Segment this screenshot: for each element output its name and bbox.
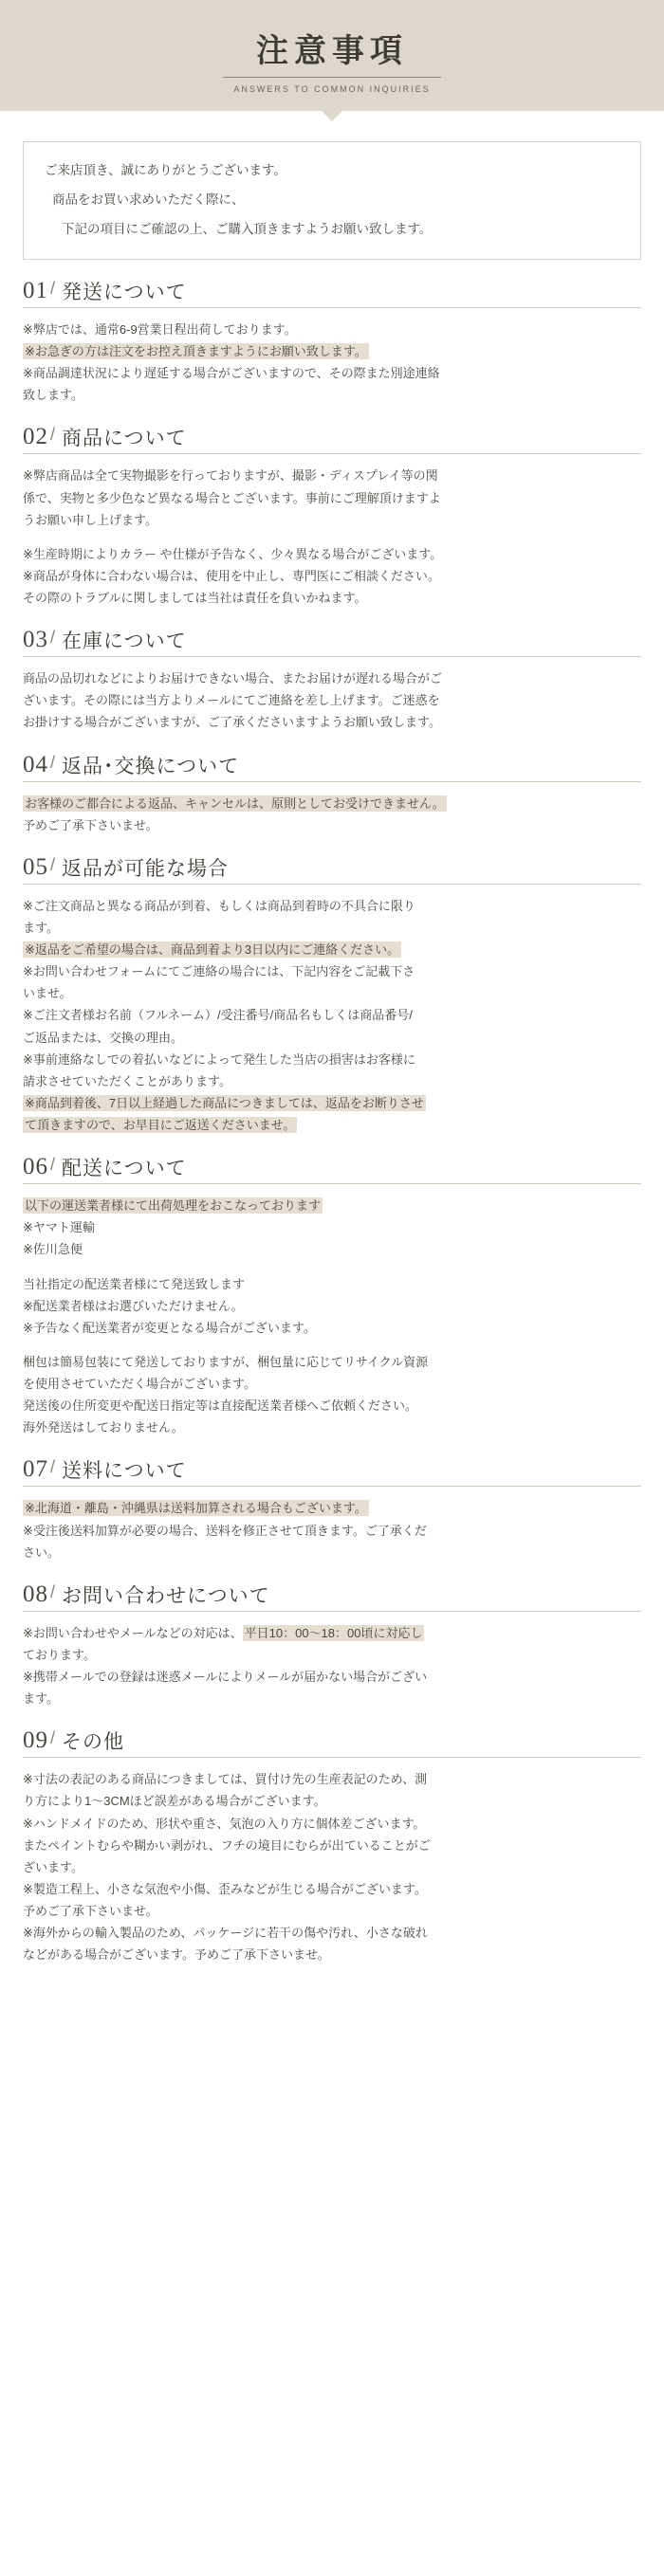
section-header	[23, 753, 641, 782]
section-line: ※佐川急便	[23, 1242, 83, 1257]
header-divider	[223, 77, 441, 78]
section-line: 当社指定の配送業者様にて発送致します	[23, 1276, 246, 1291]
section-line: ※海外からの輸入製品のため、パッケージに若干の傷や汚れ、小さな破れ	[23, 1926, 428, 1941]
section-number: 09	[23, 1727, 48, 1754]
section-header	[23, 1728, 641, 1758]
notice-section	[23, 753, 641, 836]
section-slash: /	[50, 1581, 56, 1601]
section-title: 返品が可能な場合	[62, 856, 230, 880]
intro-line-2: 商品をお買い求めいただく際に、	[52, 192, 245, 207]
intro-line-3: 下記の項目にご確認の上、ご購入頂きますようお願い致します。	[62, 221, 433, 236]
section-line: などがある場合がございます。予めご了承下さいませ。	[23, 1947, 330, 1963]
section-title: お問い合わせについて	[62, 1583, 270, 1607]
section-line: ※製造工程上、小さな気泡や小傷、歪みなどが生じる場合がございます。	[23, 1881, 427, 1896]
notice-section	[23, 1582, 641, 1710]
line-highlight: お客様のご都合による返品、キャンセルは、原則としてお受けできません。	[25, 795, 445, 811]
section-line	[23, 1622, 641, 1644]
sections-container	[0, 279, 664, 1966]
section-title: 返品･交換について	[62, 754, 240, 777]
section-slash: /	[50, 752, 56, 772]
section-title: 配送について	[62, 1157, 187, 1180]
section-line	[23, 939, 641, 960]
line-highlight: ※お急ぎの方は注文をお控え頂きますようにお願い致します。	[25, 344, 367, 359]
section-slash: /	[50, 425, 56, 445]
section-title: 送料について	[62, 1459, 187, 1483]
section-line: ※寸法の表記のある商品につきましては、買付け先の生産表記のため、測	[23, 1772, 428, 1787]
section-line: を使用させていただく場合がございます。	[23, 1377, 256, 1392]
section-line: いませ。	[23, 986, 72, 1001]
header-arrow-icon	[322, 111, 342, 121]
section-slash: /	[50, 278, 56, 298]
line-highlight: て頂きますので、お早目にご返送くださいませ。	[25, 1118, 296, 1133]
section-line	[23, 1195, 641, 1216]
section-line: ※配送業者様はお選びいただけません。	[23, 1298, 244, 1313]
section-number: 07	[23, 1456, 48, 1483]
section-line	[23, 1092, 641, 1114]
section-line: 海外発送はしておりません。	[23, 1420, 184, 1435]
section-line: 請求させていただくことがあります。	[23, 1073, 231, 1088]
section-slash: /	[50, 1155, 56, 1175]
section-line: お掛けする場合がございますが、ご了承くださいますようお願い致します。	[23, 715, 441, 730]
section-header	[23, 628, 641, 657]
section-line: ※弊店商品は全て実物撮影を行っておりますが、撮影・ディスプレイ等の関	[23, 468, 438, 484]
section-line: り方により1～3CMほど誤差がある場合がございます。	[23, 1794, 326, 1809]
section-line: 係で、実物と多少色など異なる場合とございます。事前にご理解頂けますよ	[23, 490, 441, 505]
section-title: 発送について	[62, 280, 187, 303]
section-line	[23, 1497, 641, 1519]
section-title: 商品について	[62, 427, 187, 450]
section-title: 在庫について	[62, 630, 187, 653]
section-header	[23, 1457, 641, 1487]
section-number: 01	[23, 277, 48, 303]
section-line: さい。	[23, 1544, 61, 1560]
section-number: 03	[23, 627, 48, 653]
section-line: ※予告なく配送業者が変更となる場合がございます。	[23, 1320, 316, 1335]
section-line: ざいます。その際には当方よりメールにてご連絡を差し上げます。ご迷惑を	[23, 693, 440, 708]
line-highlight: ※北海道・離島・沖縄県は送料加算される場合もございます。	[25, 1501, 367, 1516]
section-header	[23, 1155, 641, 1184]
section-header	[23, 1582, 641, 1612]
section-line: ※携帯メールでの登録は迷惑メールによりメールが届かない場合がござい	[23, 1670, 428, 1685]
section-slash: /	[50, 628, 56, 648]
section-line: またペイントむらや糊かい剥がれ、フチの境目にむらが出ていることがご	[23, 1837, 431, 1853]
line-highlight: ※返品をご希望の場合は、商品到着より3日以内にご連絡ください。	[25, 942, 400, 958]
section-line	[23, 793, 641, 814]
page-header	[0, 0, 664, 111]
section-slash: /	[50, 854, 56, 874]
section-line: ※生産時期によりカラー や仕様が予告なく、少々異なる場合がございます。	[23, 546, 443, 561]
section-slash: /	[50, 1457, 56, 1477]
section-line: ※ヤマト運輸	[23, 1220, 95, 1235]
section-number: 05	[23, 853, 48, 880]
section-line: 発送後の住所変更や配送日指定等は直接配送業者様へご依頼ください。	[23, 1398, 418, 1414]
section-line: ※商品が身体に合わない場合は、使用を中止し、専門医にご相談ください。	[23, 568, 440, 583]
line-text: ※お問い合わせやメールなどの対応は、	[23, 1625, 243, 1640]
notice-section	[23, 425, 641, 609]
section-line: ます。	[23, 1691, 59, 1707]
line-highlight: ※商品到着後、7日以上経過した商品につきましては、返品をお断りさせ	[25, 1095, 424, 1110]
section-line: 予めご了承下さいませ。	[23, 1904, 158, 1919]
section-number: 02	[23, 424, 48, 450]
section-line: ※ご注文者様お名前（フルネーム）/受注番号/商品名もしくは商品番号/	[23, 1008, 413, 1023]
section-line: うお願い申し上げます。	[23, 512, 157, 527]
section-line: ※弊店では、通常6-9営業日程出荷しております。	[23, 321, 297, 337]
notice-section	[23, 1728, 641, 1965]
section-title: その他	[62, 1730, 125, 1754]
intro-box	[23, 141, 641, 260]
notice-section	[23, 1457, 641, 1562]
section-line: 予めご了承下さいませ。	[23, 817, 158, 832]
section-line: 致します。	[23, 388, 83, 403]
section-line	[23, 340, 641, 362]
notice-section	[23, 279, 641, 407]
section-line: ※お問い合わせフォームにてご連絡の場合には、下記内容をご記載下さ	[23, 964, 415, 979]
section-line: ます。	[23, 920, 59, 935]
page-subtitle: ANSWERS TO COMMON INQUIRIES	[233, 84, 431, 94]
section-header	[23, 425, 641, 454]
section-line: ご返品または、交換の理由。	[23, 1030, 184, 1045]
section-number: 06	[23, 1154, 48, 1180]
section-line: ※事前連絡なしでの着払いなどによって発生した当店の損害はお客様に	[23, 1051, 415, 1067]
section-header	[23, 279, 641, 308]
section-line: 商品の品切れなどによりお届けできない場合、またお届けが遅れる場合がご	[23, 671, 443, 686]
line-highlight: 平日10：00～18：00頃に対応し	[244, 1625, 423, 1640]
section-line: ております。	[23, 1647, 96, 1662]
section-line: ※ご注文商品と異なる商品が到着、もしくは商品到着時の不具合に限り	[23, 898, 415, 913]
section-line: ※受注後送料加算が必要の場合、送料を修正させて頂きます。ご了承くだ	[23, 1523, 427, 1538]
notice-section	[23, 855, 641, 1136]
page-title: 注意事項	[256, 34, 408, 69]
section-line: その際のトラブルに関しましては当社は責任を負いかねます。	[23, 591, 367, 606]
section-number: 04	[23, 751, 48, 777]
notice-section	[23, 1155, 641, 1438]
section-line: 梱包は簡易包装にて発送しておりますが、梱包量に応じてリサイクル資源	[23, 1354, 429, 1369]
section-slash: /	[50, 1728, 56, 1748]
section-line	[23, 1114, 641, 1136]
section-header	[23, 855, 641, 885]
section-line: ※商品調達状況により遅延する場合がございますので、その際また別途連絡	[23, 366, 440, 381]
intro-line-1: ご来店頂き、誠にありがとうございます。	[45, 163, 286, 177]
line-highlight: 以下の運送業者様にて出荷処理をおこなっております	[25, 1198, 322, 1214]
section-line: ※ハンドメイドのため、形状や重さ、気泡の入り方に個体差ございます。	[23, 1816, 426, 1831]
section-line: ざいます。	[23, 1859, 83, 1874]
notice-section	[23, 628, 641, 733]
section-number: 08	[23, 1580, 48, 1607]
